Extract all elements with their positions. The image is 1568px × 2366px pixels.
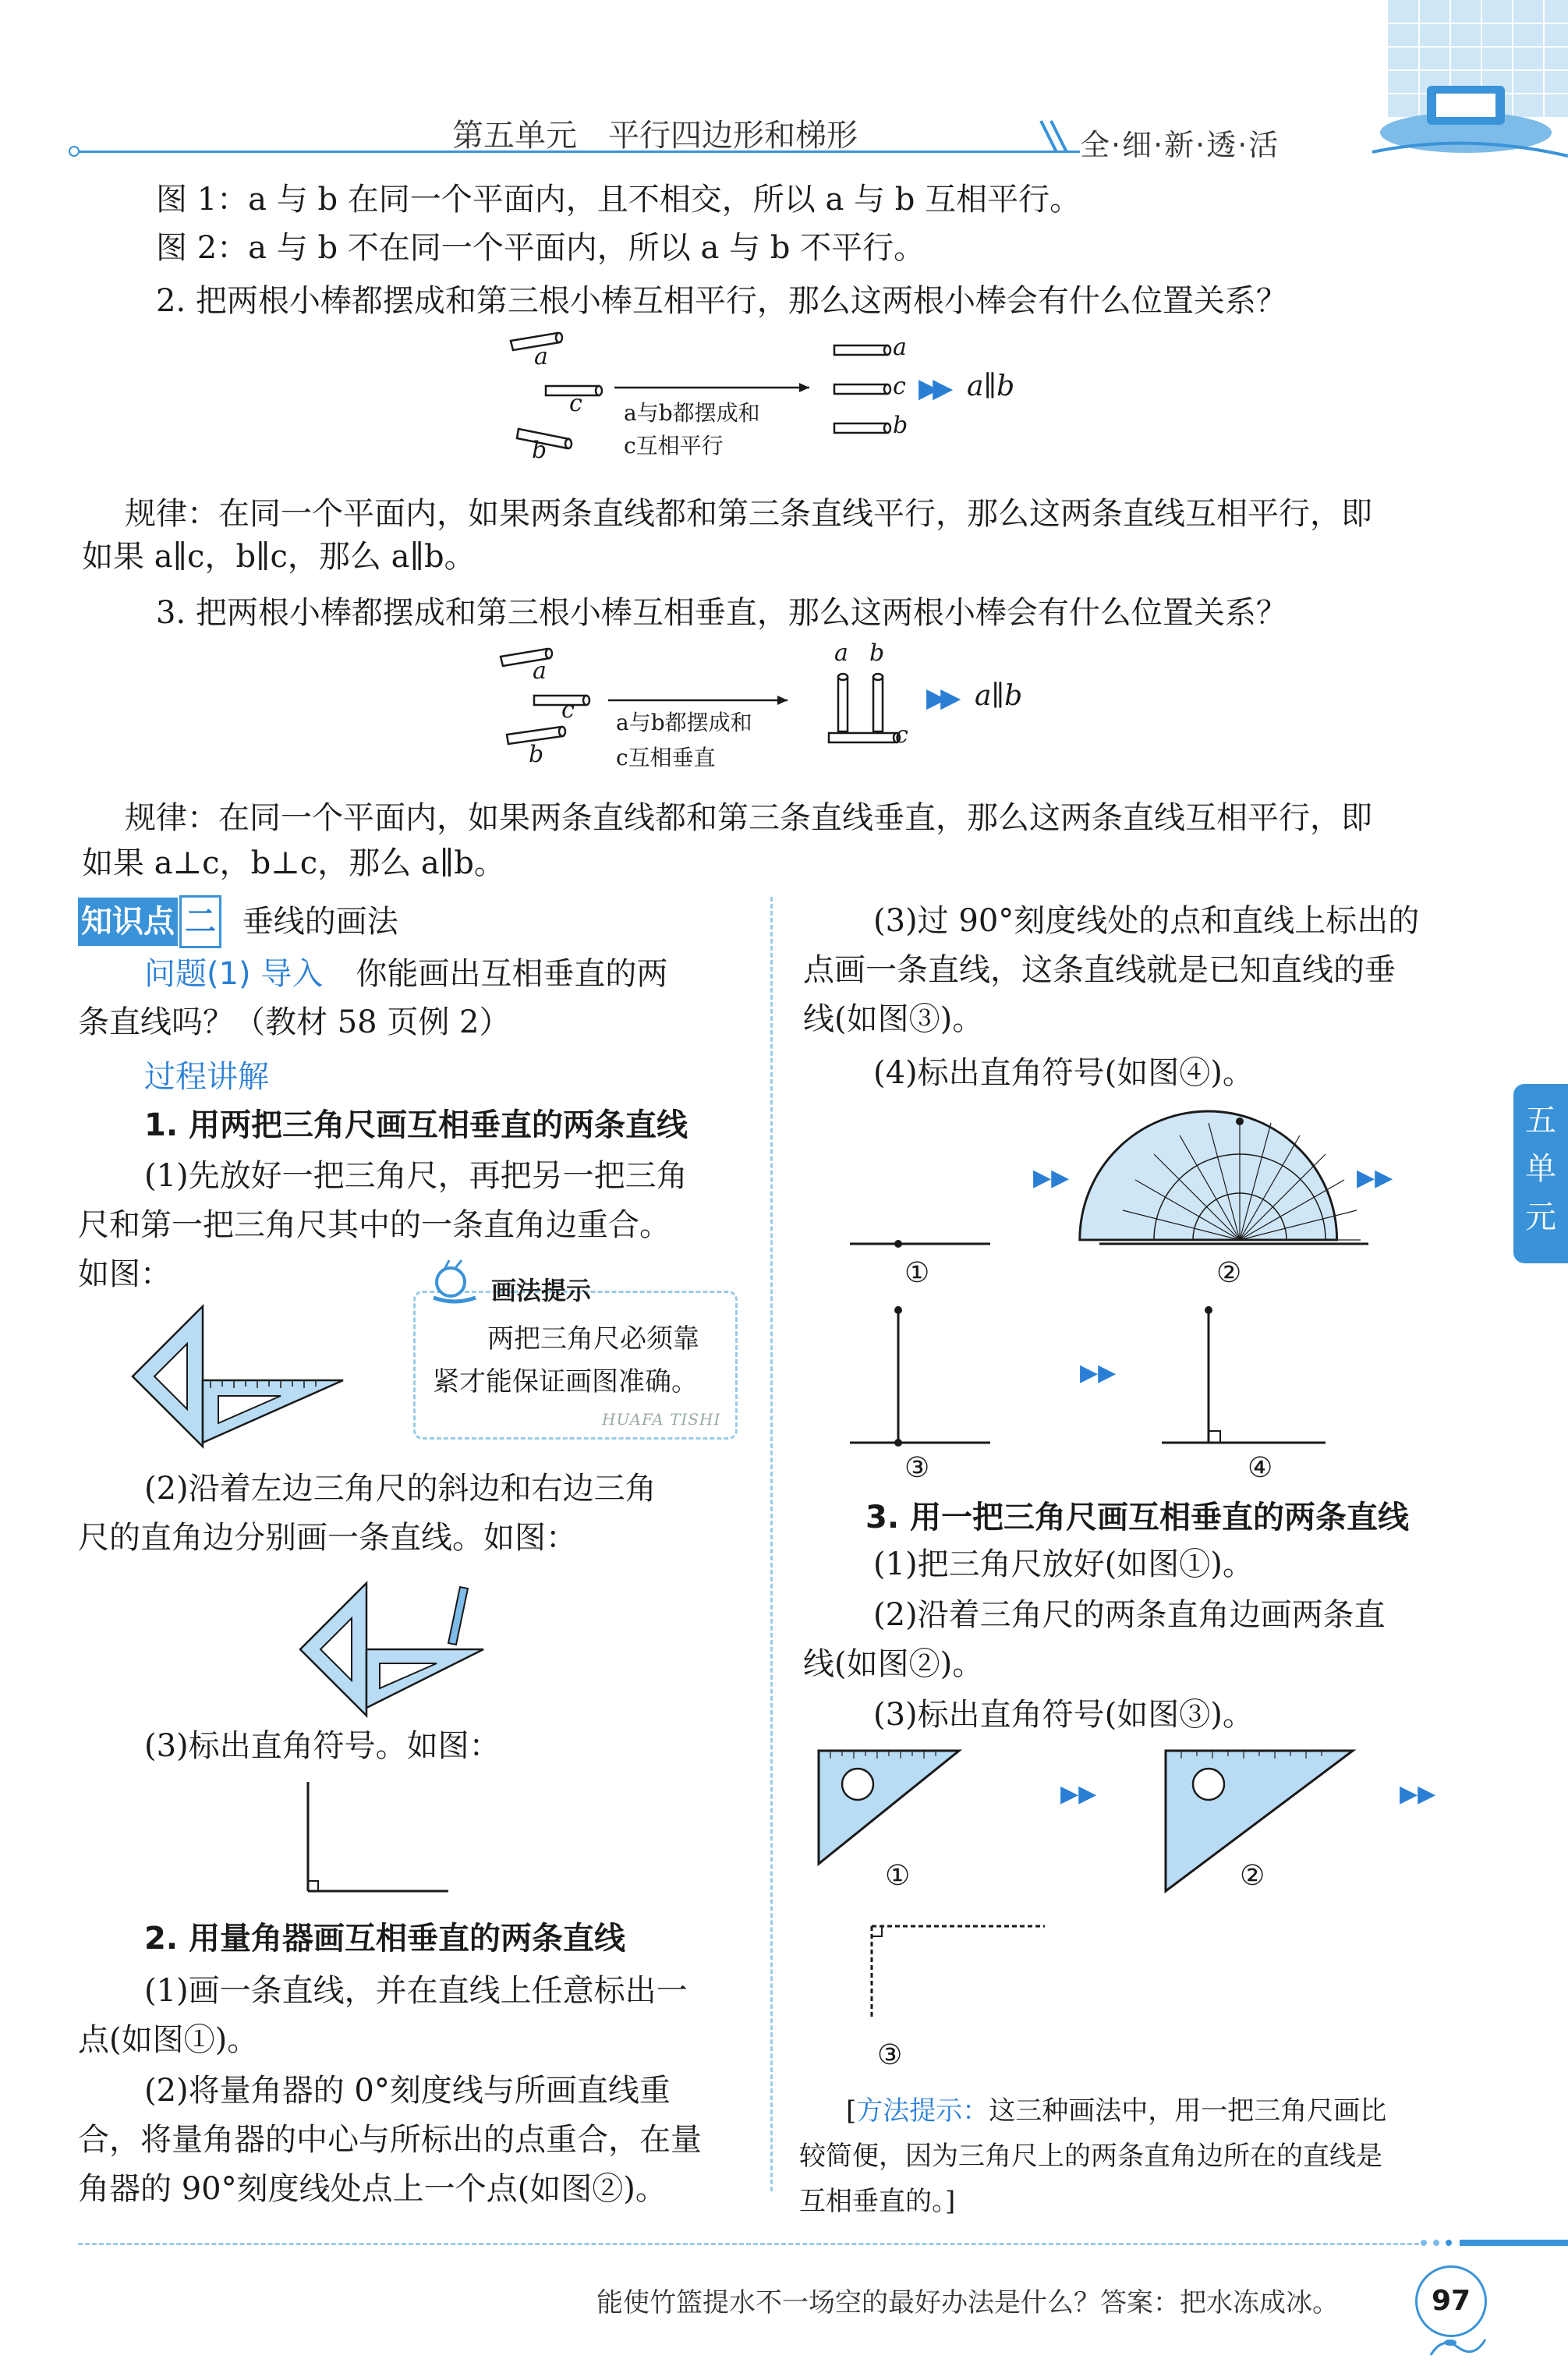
m2-step1-line1: (1)画一条直线，并在直线上任意标出一	[144, 1973, 688, 2009]
m2-step3-line2: 点画一条直线，这条直线就是已知直线的垂	[803, 952, 1396, 988]
set-square-label-2: ②	[1240, 1860, 1265, 1892]
method-tip-text-1: 这三种画法中，用一把三角尺画比	[989, 2095, 1387, 2127]
m2-step1-line2: 点(如图①)。	[78, 2022, 259, 2058]
m2-step3-line3: 线(如图③)。	[803, 1001, 984, 1037]
knowledge-point-label: 知识点	[78, 898, 178, 946]
label-b-2: b	[529, 741, 544, 768]
column-divider	[770, 897, 773, 2191]
method-2-title: 2. 用量角器画互相垂直的两条直线	[144, 1921, 625, 1957]
arrow-caption-2: c互相平行	[624, 433, 724, 459]
method-tip-line2: 较简便，因为三角尺上的两条直角边所在的直线是	[799, 2141, 1382, 2172]
m2-step3-line1: (3)过 90°刻度线处的点和直线上标出的	[873, 903, 1420, 939]
bracket-close: ]	[945, 2186, 956, 2217]
side-tab-char-2: 单	[1525, 1151, 1556, 1187]
knowledge-point-number: 二	[179, 895, 221, 948]
m3-step2-line2: 线(如图②)。	[803, 1646, 984, 1682]
problem-text: 你能画出互相垂直的两	[356, 956, 668, 992]
double-arrow-icon: ▶▶	[919, 373, 947, 404]
problem-line-1	[144, 950, 667, 998]
question-3: 3. 把两根小棒都摆成和第三根小棒互相垂直，那么这两根小棒会有什么位置关系？	[156, 595, 1287, 631]
arrow-caption-3: a与b都摆成和	[616, 710, 752, 735]
double-arrow-icon: ▶▶	[926, 682, 955, 714]
header-rule-dot	[69, 146, 80, 157]
rule-2-line-1: 规律：在同一个平面内，如果两条直线都和第三条直线垂直，那么这两条直线互相平行，即	[125, 800, 1372, 836]
knowledge-point-heading	[78, 895, 398, 948]
figure-two-set-squares	[133, 1295, 359, 1450]
m3-step1: (1)把三角尺放好(如图①)。	[873, 1546, 1254, 1582]
label-a-result: a	[893, 334, 907, 361]
arrow-caption-4: c互相垂直	[616, 745, 716, 770]
question-2: 2. 把两根小棒都摆成和第三根小棒互相平行，那么这两根小棒会有什么位置关系？	[156, 283, 1287, 319]
problem-line-2: 条直线吗？（教材 58 页例 2）	[78, 1004, 511, 1040]
tip-title: 画法提示	[491, 1276, 592, 1305]
leaf-decoration-icon	[1427, 2332, 1489, 2363]
rule-1-line-2: 如果 a∥c，b∥c，那么 a∥b。	[82, 539, 476, 575]
m1-step1-line1: (1)先放好一把三角尺，再把另一把三角	[144, 1158, 688, 1194]
side-tab-char-1: 五	[1525, 1103, 1556, 1139]
fig1-text: 图 1：a 与 b 在同一个平面内，且不相交，所以 a 与 b 互相平行。	[156, 182, 1081, 218]
m2-step2-line3: 角器的 90°刻度线处点上一个点(如图②)。	[78, 2171, 667, 2207]
svg-text:▶▶: ▶▶	[1080, 1359, 1117, 1387]
fig-label-1: ①	[904, 1257, 930, 1289]
label-b-result: b	[893, 412, 908, 439]
rule-2-line-2: 如果 a⊥c，b⊥c，那么 a∥b。	[82, 845, 505, 881]
result-parallel-2: a∥b	[975, 680, 1023, 712]
tip-lamp-icon	[427, 1257, 482, 1312]
method-3-title: 3. 用一把三角尺画互相垂直的两条直线	[865, 1500, 1409, 1535]
method-1-title: 1. 用两把三角尺画互相垂直的两条直线	[144, 1107, 688, 1143]
footer-rule	[78, 2243, 1419, 2245]
m1-step2-line2: 尺的直角边分别画一条直线。如图：	[78, 1520, 577, 1556]
fig2-text: 图 2：a 与 b 不在同一个平面内，所以 a 与 b 不平行。	[156, 230, 926, 266]
unit-side-tab	[1513, 1084, 1568, 1263]
rule-1-line-1: 规律：在同一个平面内，如果两条直线都和第三条直线平行，那么这两条直线互相平行，即	[125, 496, 1372, 532]
method-tip-line1	[846, 2090, 1386, 2132]
label-c-result: c	[893, 373, 906, 400]
m2-step2-line2: 合，将量角器的中心与所标出的点重合，在量	[78, 2122, 702, 2158]
m3-step2-line1: (2)沿着三角尺的两条直角边画两条直	[873, 1597, 1386, 1633]
method-tip-label: 方法提示：	[856, 2095, 989, 2127]
m2-step4: (4)标出直角符号(如图④)。	[873, 1055, 1254, 1091]
label-c-horizontal: c	[895, 721, 908, 749]
label-b: b	[532, 437, 547, 464]
header-tagline: 全·细·新·透·活	[1080, 128, 1280, 162]
m1-step1-line3: 如图：	[78, 1256, 172, 1292]
method-tip-line3	[799, 2180, 955, 2223]
svg-text:▶▶: ▶▶	[1033, 1164, 1070, 1192]
tip-pinyin: HUAFA TISHI	[602, 1410, 721, 1429]
page-number: 97	[1415, 2265, 1487, 2337]
label-a-vertical: a	[834, 639, 848, 667]
svg-text:▶▶: ▶▶	[1400, 1780, 1436, 1808]
bracket-open: [	[846, 2095, 857, 2127]
figure-set-squares-pencil	[300, 1571, 495, 1727]
fig-label-3: ③	[904, 1452, 930, 1484]
fig-label-2: ②	[1216, 1257, 1242, 1289]
label-c-2: c	[561, 696, 575, 724]
m1-step3: (3)标出直角符号。如图：	[144, 1728, 501, 1764]
set-square-label-1: ①	[885, 1860, 911, 1892]
figure-protractor-steps	[842, 1115, 1393, 1497]
label-a: a	[534, 343, 548, 370]
knowledge-point-title: 垂线的画法	[242, 904, 398, 940]
process-title: 过程讲解	[144, 1059, 269, 1095]
side-tab-char-3: 元	[1525, 1199, 1556, 1235]
set-square-label-3: ③	[877, 2039, 903, 2071]
fig-label-4: ④	[1248, 1452, 1273, 1484]
m3-step3: (3)标出直角符号(如图③)。	[873, 1697, 1254, 1733]
label-b-vertical: b	[869, 639, 885, 667]
figure-right-angle	[300, 1778, 456, 1895]
footer-dots	[1419, 2235, 1568, 2251]
problem-label: 问题(1) 导入	[144, 956, 324, 992]
header-slash-icon	[1037, 117, 1068, 156]
method-tip-text-3: 互相垂直的。	[799, 2186, 945, 2217]
chapter-title: 第五单元 平行四边形和梯形	[452, 118, 858, 154]
tip-line-2: 紧才能保证画图准确。	[433, 1366, 698, 1397]
result-parallel: a∥b	[967, 370, 1015, 402]
m1-step1-line2: 尺和第一把三角尺其中的一条直角边重合。	[78, 1207, 671, 1243]
header-decoration	[1372, 0, 1568, 164]
arrow-caption-1: a与b都摆成和	[624, 400, 760, 426]
tip-line-1: 两把三角尺必须靠	[487, 1323, 699, 1355]
m2-step2-line1: (2)将量角器的 0°刻度线与所画直线重	[144, 2073, 671, 2109]
label-c: c	[569, 390, 582, 417]
figure-perpendicular-sticks	[491, 639, 1053, 780]
svg-text:▶▶: ▶▶	[1060, 1780, 1097, 1808]
label-a-2: a	[533, 657, 547, 685]
footer-riddle: 能使竹篮提水不一场空的最好办法是什么？答案：把水冻成冰。	[596, 2287, 1339, 2318]
svg-text:▶▶: ▶▶	[1357, 1164, 1393, 1192]
m1-step2-line1: (2)沿着左边三角尺的斜边和右边三角	[144, 1471, 657, 1507]
